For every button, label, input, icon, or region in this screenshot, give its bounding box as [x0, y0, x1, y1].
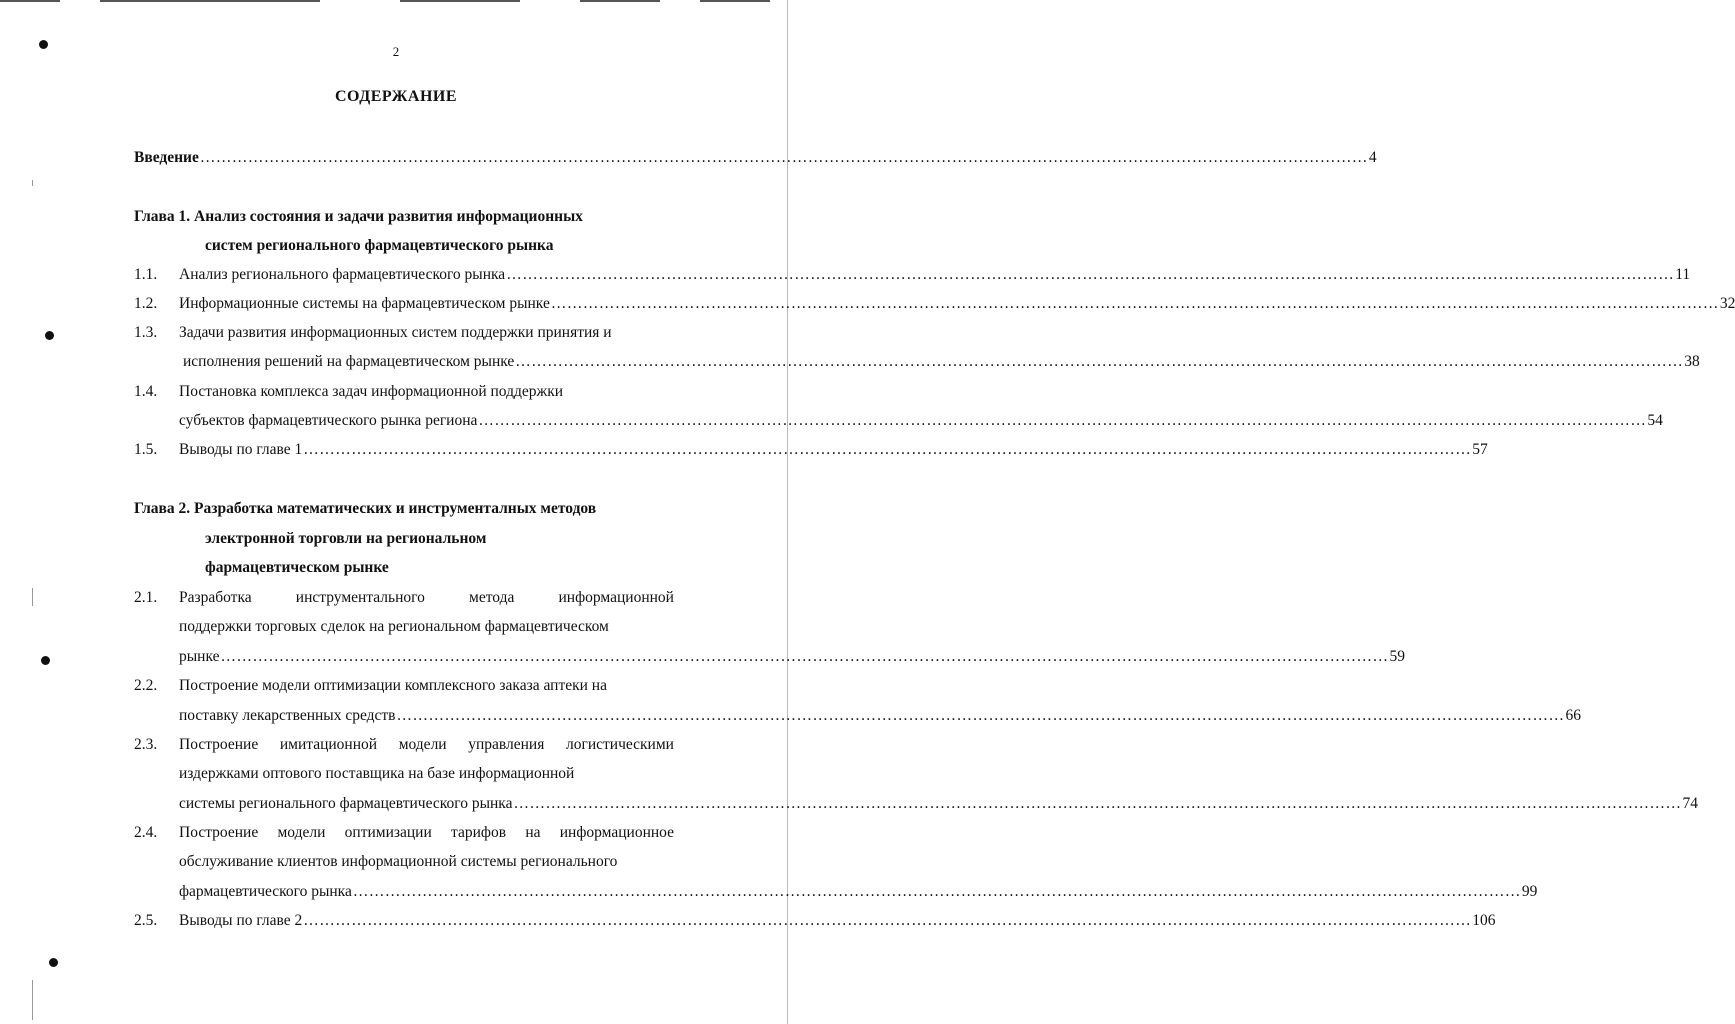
section-number: 1.4.: [134, 383, 158, 400]
toc-page-number: 57: [1472, 441, 1488, 458]
toc-word: оптимизации: [344, 824, 432, 841]
leader-dots: …………………………………………………………………………………………………………………………………………………………………………………………………: [199, 149, 1368, 166]
section-number: 2.4.: [134, 824, 158, 841]
toc-word: тарифов: [451, 824, 507, 841]
toc-word: информационное: [559, 824, 674, 841]
toc-word: модели: [277, 824, 326, 841]
toc-entry-label: [179, 823, 674, 843]
toc-word: управления: [468, 736, 545, 753]
chapter-heading: Глава 1. Анализ состояния и задачи развития информационных: [134, 208, 583, 225]
toc-entry[interactable]: [179, 440, 1488, 460]
toc-page-number: 59: [1389, 648, 1405, 665]
scan-line-top: [0, 0, 60, 2]
toc-word: Построение: [179, 824, 259, 841]
toc-page-number: 11: [1675, 266, 1691, 283]
section-number: 1.2.: [134, 295, 158, 312]
toc-page-number: 106: [1472, 912, 1496, 929]
scan-line-top: [700, 0, 770, 2]
toc-page-number: 38: [1684, 353, 1700, 370]
toc-entry-label: Задачи развития информационных систем поддержки принятия и: [179, 324, 612, 341]
toc-entry-label: Построение модели оптимизации комплексного заказа аптеки на: [179, 677, 607, 694]
toc-page-number: 74: [1682, 795, 1698, 812]
toc-entry[interactable]: [179, 911, 1496, 931]
scan-line-top: [100, 0, 320, 2]
punch-hole: [45, 331, 54, 340]
leader-dots: …………………………………………………………………………………………………………………………………………………………………………………………………: [352, 883, 1521, 900]
leader-dots: …………………………………………………………………………………………………………………………………………………………………………………………………: [303, 441, 1472, 458]
toc-entry-label: Выводы по главе 2: [179, 912, 303, 929]
leader-dots: …………………………………………………………………………………………………………………………………………………………………………………………………: [303, 912, 1472, 929]
toc-entry[interactable]: [179, 265, 1691, 285]
section-number: 2.2.: [134, 677, 158, 694]
page-title: СОДЕРЖАНИЕ: [334, 88, 458, 105]
toc-page-number: 66: [1565, 707, 1582, 724]
toc-entry-label: издержками оптового поставщика на базе информационной: [179, 765, 575, 782]
toc-entry[interactable]: [179, 794, 1698, 814]
toc-entry-label: субъектов фармацевтического рынка региона: [179, 412, 478, 429]
leader-dots: …………………………………………………………………………………………………………………………………………………………………………………………………: [513, 795, 1682, 812]
section-number: 1.3.: [134, 324, 158, 341]
scan-line-top: [400, 0, 520, 2]
toc-page-number: 4: [1368, 149, 1377, 166]
punch-hole: [49, 958, 58, 967]
toc-word: инструментального: [295, 589, 425, 606]
toc-word: имитационной: [279, 736, 378, 753]
toc-entry-intro[interactable]: [134, 148, 1377, 168]
toc-entry[interactable]: [179, 647, 1405, 667]
toc-entry-label: исполнения решений на фармацевтическом рынке: [183, 353, 515, 370]
page-number: 2: [392, 44, 400, 59]
toc-entry-label: Введение: [134, 149, 199, 166]
toc-word: на: [525, 824, 541, 841]
toc-entry-label: Анализ регионального фармацевтического рынка: [179, 266, 506, 283]
leader-dots: …………………………………………………………………………………………………………………………………………………………………………………………………: [478, 412, 1647, 429]
chapter-heading: электронной торговли на региональном: [205, 530, 487, 547]
toc-entry[interactable]: [183, 352, 1700, 372]
leader-dots: …………………………………………………………………………………………………………………………………………………………………………………………………: [550, 295, 1719, 312]
scan-line-top: [580, 0, 660, 2]
toc-word: метода: [469, 589, 515, 606]
chapter-heading: систем регионального фармацевтического рынка: [205, 237, 554, 254]
toc-word: логистическими: [565, 736, 674, 753]
toc-page-number: 32: [1719, 295, 1735, 312]
toc-word: Построение: [179, 736, 259, 753]
leader-dots: …………………………………………………………………………………………………………………………………………………………………………………………………: [396, 707, 1565, 724]
toc-word: модели: [398, 736, 447, 753]
section-number: 1.1.: [134, 266, 158, 283]
toc-entry-label: обслуживание клиентов информационной системы регионального: [179, 853, 618, 870]
section-number: 2.5.: [134, 912, 158, 929]
toc-entry-label: Постановка комплекса задач информационной поддержки: [179, 383, 564, 400]
toc-entry-label: Информационные системы на фармацевтическом рынке: [179, 295, 550, 312]
toc-word: Разработка: [179, 589, 252, 606]
scan-edge-mark: [32, 180, 33, 186]
toc-entry-label: [179, 588, 674, 608]
chapter-heading: фармацевтическом рынке: [205, 559, 389, 576]
chapter-heading: Глава 2. Разработка математических и инструменталных методов: [134, 500, 597, 517]
section-number: 2.3.: [134, 736, 158, 753]
toc-entry-label: [179, 735, 674, 755]
toc-page-number: 54: [1647, 412, 1663, 429]
scan-edge-mark: [32, 980, 33, 1020]
toc-entry-label: поддержки торговых сделок на региональном фармацевтическом: [179, 618, 609, 635]
toc-entry-label: фармацевтического рынка: [179, 883, 352, 900]
leader-dots: …………………………………………………………………………………………………………………………………………………………………………………………………: [506, 266, 1675, 283]
toc-word: информационной: [558, 589, 674, 606]
scan-edge-mark: [32, 588, 33, 606]
toc-entry[interactable]: [179, 706, 1582, 726]
punch-hole: [41, 656, 50, 665]
toc-entry-label: Выводы по главе 1: [179, 441, 303, 458]
leader-dots: …………………………………………………………………………………………………………………………………………………………………………………………………: [515, 353, 1684, 370]
toc-entry[interactable]: [179, 411, 1663, 431]
toc-entry[interactable]: [179, 882, 1538, 902]
leader-dots: …………………………………………………………………………………………………………………………………………………………………………………………………: [220, 648, 1389, 665]
toc-page-number: 99: [1521, 883, 1538, 900]
toc-entry[interactable]: [179, 294, 1735, 314]
section-number: 1.5.: [134, 441, 158, 458]
toc-entry-label: поставку лекарственных средств: [179, 707, 396, 724]
toc-entry-label: системы регионального фармацевтического рынка: [179, 795, 513, 812]
toc-entry-label: рынке: [179, 648, 220, 665]
section-number: 2.1.: [134, 589, 158, 606]
